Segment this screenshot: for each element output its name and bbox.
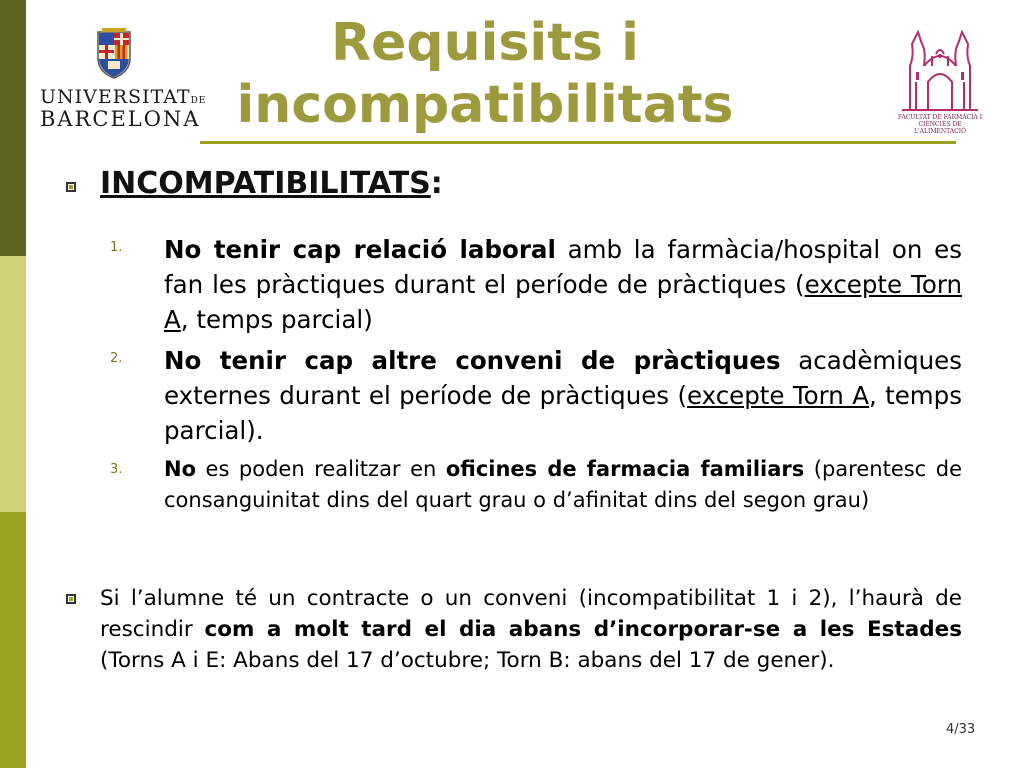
incompatibilities-list bbox=[110, 232, 962, 522]
page-number: 4/33 bbox=[946, 722, 976, 737]
contract-note-text-b: (Torns A i E: Abans del 17 d’octubre; Torn B: abans del 17 de gener). bbox=[100, 648, 835, 673]
list-item-bold-2: oficines de farmacia familiars bbox=[445, 457, 805, 481]
list-item-text bbox=[164, 232, 962, 337]
section-heading bbox=[100, 166, 443, 201]
faculty-logo bbox=[892, 26, 988, 134]
sidebar-decoration bbox=[0, 0, 26, 768]
university-name-line1: UNIVERSITAT bbox=[40, 86, 191, 108]
sidebar-band-mid bbox=[0, 512, 26, 768]
faculty-building-icon bbox=[892, 26, 988, 114]
square-bullet-icon bbox=[66, 182, 76, 192]
university-logo bbox=[40, 28, 207, 131]
university-name-de: DE bbox=[190, 96, 207, 106]
square-bullet-icon bbox=[66, 594, 76, 604]
list-item bbox=[110, 232, 962, 337]
faculty-name-line1: FACULTAT DE FARMÀCIA I bbox=[897, 114, 983, 121]
list-item-number: 2. bbox=[110, 351, 123, 366]
slide-title bbox=[200, 12, 770, 136]
section-heading-colon: : bbox=[430, 166, 443, 201]
list-item bbox=[110, 454, 962, 516]
list-item-bold: No tenir cap relació laboral bbox=[164, 235, 556, 264]
sidebar-band-dark bbox=[0, 0, 26, 256]
list-item-text-a: amb la farmàcia/hospital on es fan les pràctiques durant el període de pràctiques ( bbox=[164, 235, 962, 299]
university-shield-icon bbox=[96, 28, 132, 80]
list-item-text-a: acadèmiques externes durant el període de pràctiques ( bbox=[164, 346, 962, 410]
list-item bbox=[110, 343, 962, 448]
university-name-line2: BARCELONA bbox=[40, 106, 201, 131]
list-item-underlined: excepte Torn A bbox=[687, 381, 869, 410]
list-item-number: 1. bbox=[110, 240, 123, 255]
university-name bbox=[40, 86, 207, 131]
slide-title-line1: Requisits i bbox=[331, 13, 639, 73]
faculty-name-line2: CIÈNCIES DE L'ALIMENTACIÓ bbox=[914, 121, 966, 135]
list-item-number: 3. bbox=[110, 462, 123, 477]
slide-title-line2: incompatibilitats bbox=[236, 75, 734, 135]
sidebar-band-light bbox=[0, 256, 26, 512]
list-item-text-b: , temps parcial). bbox=[164, 381, 962, 445]
list-item-text-b: , temps parcial) bbox=[180, 305, 373, 334]
title-underline-rule bbox=[200, 141, 956, 144]
list-item-text bbox=[164, 454, 962, 516]
contract-note-bold: com a molt tard el dia abans d’incorporar-se a les Estades bbox=[204, 617, 962, 642]
section-heading-text: INCOMPATIBILITATS bbox=[100, 166, 431, 201]
list-item-bold: No tenir cap altre conveni de pràctiques bbox=[164, 346, 781, 375]
list-item-text-b: (parentesc de consanguinitat dins del quart grau o d’afinitat dins del segon grau) bbox=[164, 457, 962, 512]
list-item-underlined: excepte Torn A bbox=[164, 270, 962, 334]
list-item-bold: No bbox=[164, 457, 197, 481]
contract-note bbox=[100, 583, 962, 676]
list-item-text-a: es poden realitzar en bbox=[196, 457, 446, 481]
faculty-name bbox=[892, 114, 988, 135]
contract-note-text-a: Si l’alumne té un contracte o un conveni (incompatibilitat 1 i 2), l’haurà de rescindir bbox=[100, 586, 962, 642]
list-item-text bbox=[164, 343, 962, 448]
